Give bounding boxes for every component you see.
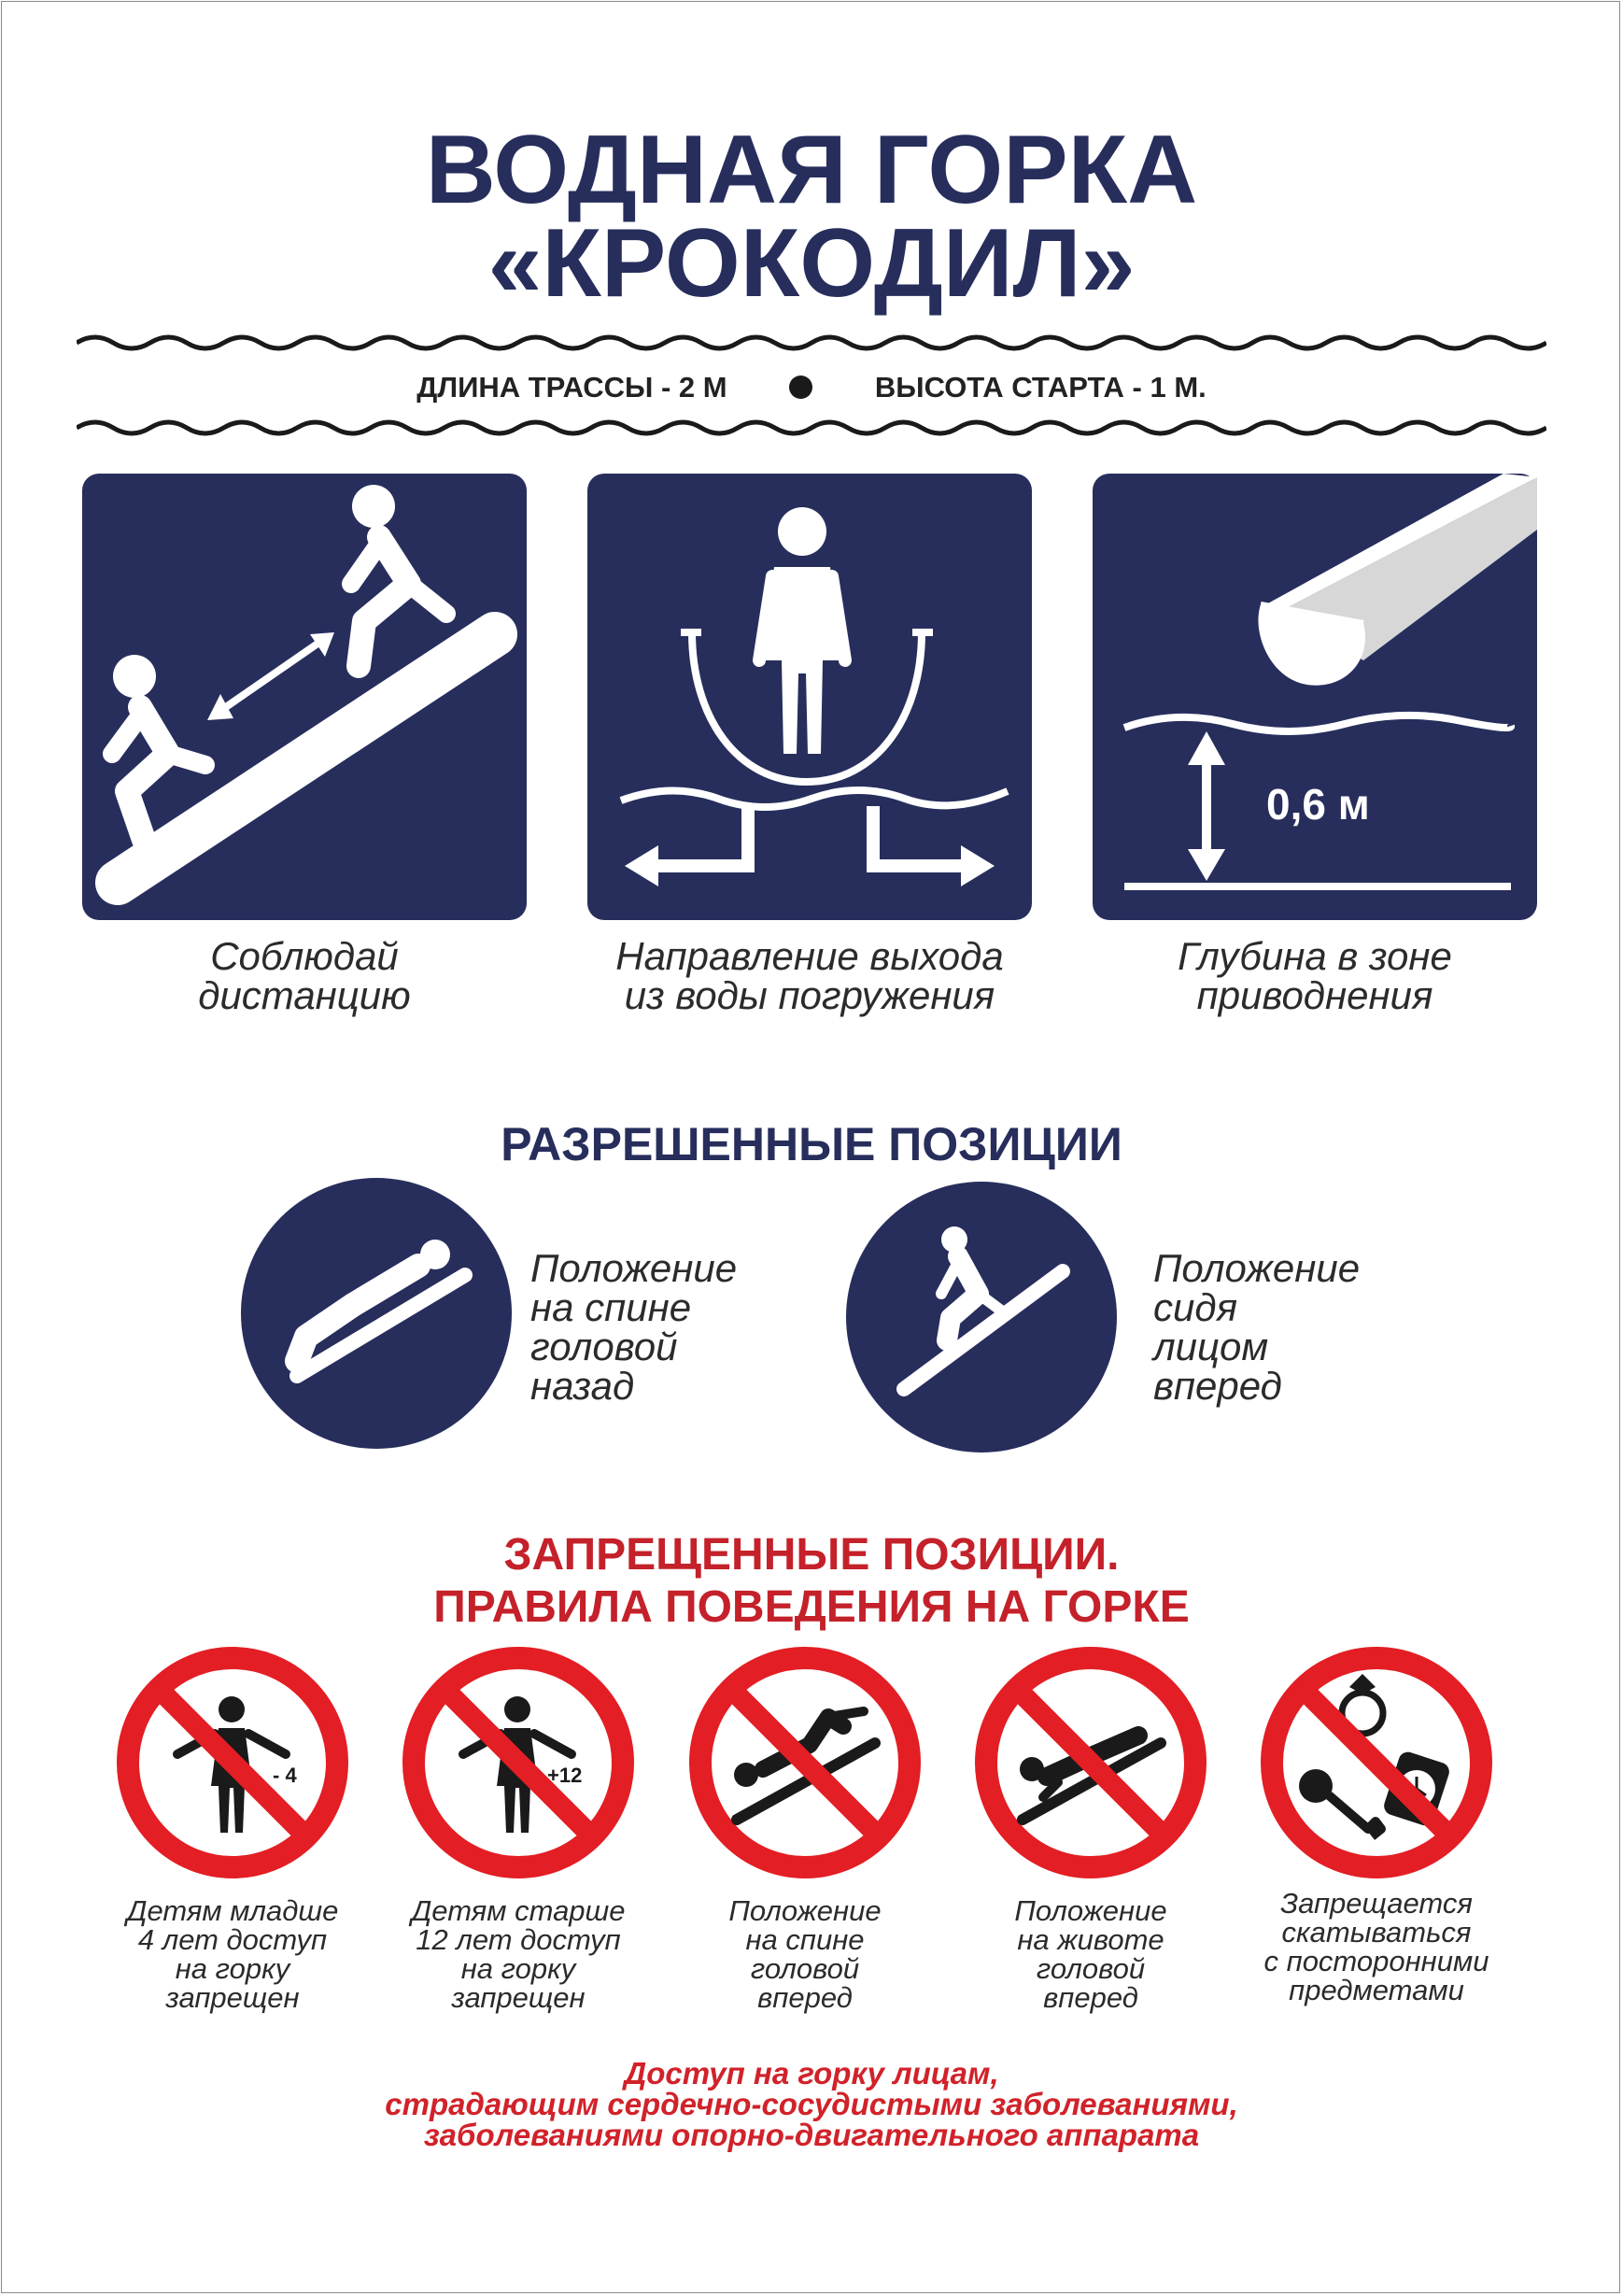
warning-line3: заболеваниями опорно-двигательного аппарата [423,2118,1200,2152]
caption-line: на горку [460,1952,576,1985]
caption-line: вперед [1043,1981,1138,2014]
caption-line: головой [750,1952,860,1985]
caption-line: Положение [728,1894,882,1927]
warning-line1: Доступ на горку лицам, [624,2056,999,2090]
start-height-label: ВЫСОТА СТАРТА - 1 М. [874,370,1207,404]
poster-title-line2: «КРОКОДИЛ» [487,209,1136,318]
sitting-forward-caption [1153,1246,1361,1408]
caption-line: Детям старше [411,1894,626,1927]
depth-icon [1093,474,1537,920]
age-badge: - 4 [273,1764,297,1787]
caption-line: из воды погружения [624,973,995,1017]
ban-caption-under-4 [92,1896,373,2012]
caption-line: Положение [530,1246,738,1290]
depth-caption [1093,934,1537,1017]
caption-line: Направление выхода [615,934,1004,978]
caption-line: назад [530,1364,635,1408]
caption-line: Положение [1153,1246,1361,1290]
keep-distance-caption [82,934,527,1017]
lying-belly-head-forward-icon [974,1646,1207,1879]
caption-line: 4 лет доступ [137,1923,328,1956]
bullet-dot-icon [789,376,812,399]
ban-caption-back-head-forward [665,1896,945,2012]
wave-divider-top [77,329,1546,357]
caption-line: на спине [530,1285,692,1329]
allowed-heading: РАЗРЕШЕННЫЕ ПОЗИЦИИ [501,1118,1122,1170]
caption-line: предметами [1289,1974,1464,2006]
lying-back-caption [530,1246,738,1408]
track-length-label: ДЛИНА ТРАССЫ - 2 М [416,370,727,404]
caption-line: на горку [175,1952,290,1985]
ban-caption-over-12 [378,1896,658,2012]
sitting-forward-icon [846,1182,1117,1453]
caption-line: вперед [757,1981,853,2014]
warning-line2: страдающим сердечно-сосудистыми заболеваниями, [385,2087,1238,2121]
exit-direction-icon [587,474,1032,920]
caption-line: запрещен [451,1981,586,2014]
caption-line: вперед [1153,1364,1282,1408]
depth-value: 0,6 м [1266,780,1370,829]
ban-caption-foreign-objects [1236,1889,1517,2005]
caption-line: на животе [1017,1923,1164,1956]
lying-back-head-forward-icon [688,1646,922,1879]
caption-line: сидя [1153,1285,1238,1329]
caption-line: запрещен [165,1981,300,2014]
exit-direction-caption [587,934,1032,1017]
slide-specs [0,369,1623,406]
caption-line: скатываться [1281,1916,1472,1949]
caption-line: головой [1036,1952,1146,1985]
health-warning [0,2058,1623,2150]
caption-line: Глубина в зоне [1178,934,1452,978]
caption-line: приводнения [1196,973,1433,1017]
age-badge: +12 [547,1764,583,1787]
forbidden-heading-line1: ЗАПРЕЩЕННЫЕ ПОЗИЦИИ. [503,1530,1120,1580]
lying-back-icon [241,1178,512,1449]
keep-distance-icon [82,474,527,920]
child-over-12-icon [402,1646,635,1879]
caption-line: Запрещается [1280,1887,1473,1920]
caption-line: Детям младше [126,1894,339,1927]
child-under-4-icon [116,1646,349,1879]
forbidden-heading [0,1529,1623,1634]
caption-line: 12 лет доступ [416,1923,621,1956]
caption-line: на спине [745,1923,865,1956]
caption-line: головой [530,1325,678,1368]
caption-line: Соблюдай [210,934,399,978]
wave-divider-bottom [77,414,1546,442]
forbidden-heading-line2: ПРАВИЛА ПОВЕДЕНИЯ НА ГОРКЕ [433,1582,1190,1632]
caption-line: с посторонними [1263,1945,1489,1977]
foreign-objects-icon [1260,1646,1493,1879]
caption-line: лицом [1153,1325,1269,1368]
caption-line: Положение [1014,1894,1167,1927]
ban-caption-belly-head-forward [951,1896,1231,2012]
poster-title-line1: ВОДНАЯ ГОРКА [425,116,1198,224]
caption-line: дистанцию [198,973,411,1017]
